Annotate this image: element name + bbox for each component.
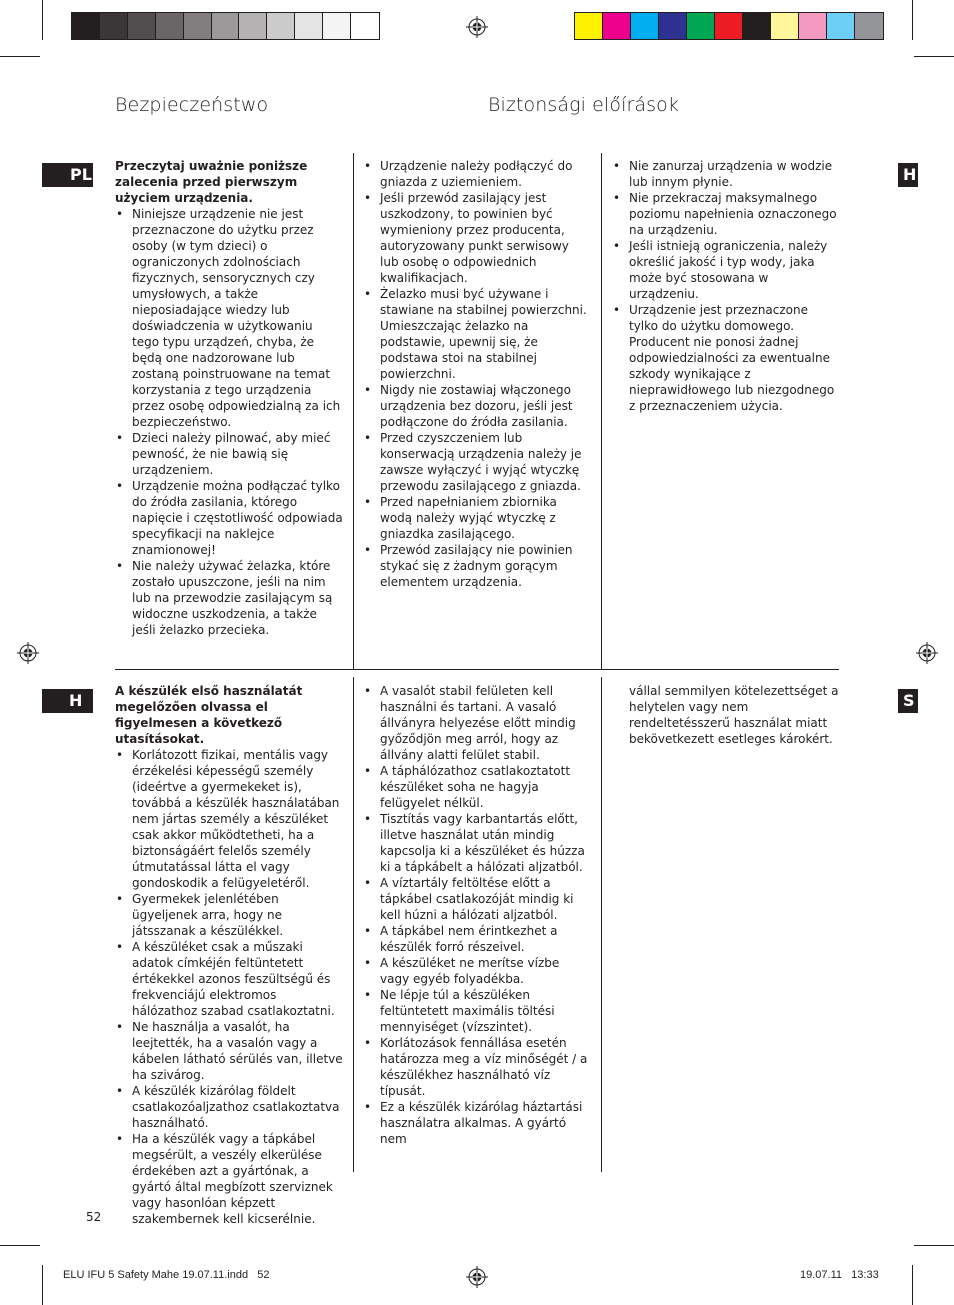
list-item: • Tisztítás vagy karbantartás előtt, illetve használat után mindig kapcsolja ki a készüléket és húzza ki a tápkábelt a hálózati aljzatból. bbox=[363, 811, 591, 875]
color-swatch bbox=[827, 13, 855, 39]
column-divider bbox=[601, 153, 602, 669]
color-swatch bbox=[687, 13, 715, 39]
list-item: • Przed czyszczeniem lub konserwacją urządzenia należy je zawsze wyłączyć i wyjąć wtyczkę przewodu zasilającego z gniazda. bbox=[363, 430, 591, 494]
column-divider bbox=[601, 677, 602, 1172]
gray-swatch bbox=[128, 13, 156, 39]
list-item: • Urządzenie można podłączać tylko do źródła zasilania, którego napięcie i częstotliwość odpowiada specyfikacji na naklejce znamionowej! bbox=[115, 478, 343, 558]
hu-list-2 bbox=[363, 683, 591, 1147]
hu-column-2 bbox=[363, 683, 591, 1147]
list-item: • Nigdy nie zostawiaj włączonego urządzenia bez dozoru, jeśli jest podłączone do źródła zasilania. bbox=[363, 382, 591, 430]
language-tab-s-right: S bbox=[898, 689, 918, 713]
color-swatch bbox=[799, 13, 827, 39]
pl-list-3 bbox=[612, 158, 840, 414]
gray-swatch bbox=[212, 13, 240, 39]
crop-mark bbox=[914, 1245, 954, 1246]
gray-swatch bbox=[156, 13, 184, 39]
list-item: • Ez a készülék kizárólag háztartási használatra alkalmas. A gyártó nem bbox=[363, 1099, 591, 1147]
color-swatch bbox=[631, 13, 659, 39]
page-number: 52 bbox=[86, 1210, 102, 1224]
list-item: • A készüléket csak a műszaki adatok címkéjén feltüntetett értékekkel azonos feszültségű és frekvenciájú elektromos hálózathoz szabad csatlakoztatni. bbox=[115, 939, 343, 1019]
pl-intro: Przeczytaj uważnie poniższe zalecenia przed pierwszym użyciem urządzenia. bbox=[115, 159, 308, 205]
hu-continuation: vállal semmilyen kötelezettséget a helytelen vagy nem rendeltetésszerű használat miatt bekövetkezett esetleges károkért. bbox=[629, 684, 839, 746]
color-swatch bbox=[659, 13, 687, 39]
language-tab-h: H bbox=[42, 689, 93, 713]
list-item: • Nie przekraczaj maksymalnego poziomu napełnienia oznaczonego na urządzeniu. bbox=[612, 190, 840, 238]
list-item: • Gyermekek jelenlétében ügyeljenek arra, hogy ne játsszanak a készülékkel. bbox=[115, 891, 343, 939]
gray-swatch bbox=[239, 13, 267, 39]
color-swatch bbox=[771, 13, 799, 39]
list-item: • Nie zanurzaj urządzenia w wodzie lub innym płynie. bbox=[612, 158, 840, 190]
color-swatch bbox=[855, 13, 883, 39]
list-item: • Urządzenie należy podłączyć do gniazda z uziemieniem. bbox=[363, 158, 591, 190]
crop-mark bbox=[42, 1265, 43, 1305]
column-divider bbox=[353, 677, 354, 1172]
color-swatch bbox=[743, 13, 771, 39]
color-swatch bbox=[715, 13, 743, 39]
color-swatch bbox=[575, 13, 603, 39]
registration-mark-icon bbox=[916, 642, 938, 664]
registration-mark-icon bbox=[466, 16, 488, 38]
language-tab-h-right: H bbox=[898, 163, 918, 187]
language-tab-pl: PL bbox=[42, 163, 93, 187]
pl-list-2 bbox=[363, 158, 591, 590]
column-divider bbox=[353, 153, 354, 669]
registration-mark-icon bbox=[466, 1266, 488, 1288]
gray-swatch bbox=[267, 13, 295, 39]
list-item: • A víztartály feltöltése előtt a tápkábel csatlakozóját mindig ki kell húzni a hálózati aljzatból. bbox=[363, 875, 591, 923]
color-bar bbox=[574, 12, 884, 40]
color-swatch bbox=[603, 13, 631, 39]
pl-column-3 bbox=[612, 158, 840, 414]
list-item: • Niniejsze urządzenie nie jest przeznaczone do użytku przez osoby (w tym dzieci) o ograniczonych zdolnościach fizycznych, sensorycznych czy umysłowych, a także nieposiadające wiedzy lub doświadczenia w użytkowaniu tego typu urządzeń, chyba, że będą one nadzorowane lub zostaną poinstruowane na temat korzystania z tego urządzenia przez osobę odpowiedzialną za ich bezpieczeństwo. bbox=[115, 206, 343, 430]
list-item: • A vasalót stabil felületen kell használni és tartani. A vasaló állványra helyezése előtt mindig győződjön meg arról, hogy az állvány alatti felület stabil. bbox=[363, 683, 591, 763]
heading-hungarian: Biztonsági előírások bbox=[488, 94, 679, 116]
crop-mark bbox=[914, 56, 954, 57]
list-item: • A készüléket ne merítse vízbe vagy egyéb folyadékba. bbox=[363, 955, 591, 987]
list-item: • Ne lépje túl a készüléken feltüntetett maximális töltési mennyiséget (vízszintet). bbox=[363, 987, 591, 1035]
heading-polish: Bezpieczeństwo bbox=[115, 94, 269, 116]
gray-swatch bbox=[295, 13, 323, 39]
hu-column-3 bbox=[615, 683, 843, 747]
gray-swatch bbox=[184, 13, 212, 39]
crop-mark bbox=[912, 0, 913, 40]
grayscale-bar bbox=[71, 12, 380, 40]
hu-column-1 bbox=[115, 683, 343, 1227]
gray-swatch bbox=[351, 13, 379, 39]
list-item: • A tápkábel nem érintkezhet a készülék forró részeivel. bbox=[363, 923, 591, 955]
list-item: • Urządzenie jest przeznaczone tylko do użytku domowego. Producent nie ponosi żadnej odpowiedzialności za ewentualne szkody wynikające z nieprawidłowego lub niezgodnego z przeznaczeniem użycia. bbox=[612, 302, 840, 414]
list-item: • Korlátozott fizikai, mentális vagy érzékelési képességű személy (ideértve a gyermekeket is), továbbá a készülék használatában nem jártas személy a készüléket csak akkor működtetheti, ha a biztonságáért felelős személy útmutatással látta el vagy gondoskodik a felügyeletéről. bbox=[115, 747, 343, 891]
list-item: • A táphálózathoz csatlakoztatott készüléket soha ne hagyja felügyelet nélkül. bbox=[363, 763, 591, 811]
list-item: • Ne használja a vasalót, ha leejtették, ha a vasalón vagy a kábelen látható sérülés van, illetve ha szivárog. bbox=[115, 1019, 343, 1083]
pl-list-1 bbox=[115, 206, 343, 638]
section-divider bbox=[115, 669, 839, 670]
crop-mark bbox=[912, 1265, 913, 1305]
list-item: • A készülék kizárólag földelt csatlakozóaljzathoz csatlakoztatva használható. bbox=[115, 1083, 343, 1131]
list-item: • Dzieci należy pilnować, aby mieć pewność, że nie bawią się urządzeniem. bbox=[115, 430, 343, 478]
pl-column-1 bbox=[115, 158, 343, 638]
crop-mark bbox=[0, 56, 40, 57]
footer-filename: ELU IFU 5 Safety Mahe 19.07.11.indd 52 bbox=[63, 1269, 270, 1281]
list-item: • Żelazko musi być używane i stawiane na stabilnej powierzchni. Umieszczając żelazko na podstawie, upewnij się, że podstawa stoi na stabilnej powierzchni. bbox=[363, 286, 591, 382]
list-item: • Korlátozások fennállása esetén határozza meg a víz minőségét / a készülékhez használható víz típusát. bbox=[363, 1035, 591, 1099]
hu-intro: A készülék első használatát megelőzően olvassa el figyelmesen a következő utasításokat. bbox=[115, 684, 303, 746]
pl-column-2 bbox=[363, 158, 591, 590]
crop-mark bbox=[42, 0, 43, 40]
list-item: • Przewód zasilający nie powinien stykać się z żadnym gorącym elementem urządzenia. bbox=[363, 542, 591, 590]
gray-swatch bbox=[100, 13, 128, 39]
crop-mark bbox=[0, 1245, 40, 1246]
registration-mark-icon bbox=[17, 642, 39, 664]
list-item: • Jeśli przewód zasilający jest uszkodzony, to powinien być wymieniony przez producenta, autoryzowany punkt serwisowy lub osobę o odpowiednich kwalifikacjach. bbox=[363, 190, 591, 286]
gray-swatch bbox=[72, 13, 100, 39]
list-item: • Przed napełnianiem zbiornika wodą należy wyjąć wtyczkę z gniazdka zasilającego. bbox=[363, 494, 591, 542]
list-item: • Jeśli istnieją ograniczenia, należy określić jakość i typ wody, jaka może być stosowana w urządzeniu. bbox=[612, 238, 840, 302]
footer-date: 19.07.11 13:33 bbox=[800, 1269, 879, 1281]
list-item: • Nie należy używać żelazka, które zostało upuszczone, jeśli na nim lub na przewodzie zasilającym są widoczne uszkodzenia, a także jeśli żelazko przecieka. bbox=[115, 558, 343, 638]
gray-swatch bbox=[323, 13, 351, 39]
hu-list-1 bbox=[115, 747, 343, 1227]
list-item: • Ha a készülék vagy a tápkábel megsérült, a veszély elkerülése érdekében azt a gyártónak, a gyártó által megbízott szerviznek vagy hasonlóan képzett szakembernek kell kicserélnie. bbox=[115, 1131, 343, 1227]
